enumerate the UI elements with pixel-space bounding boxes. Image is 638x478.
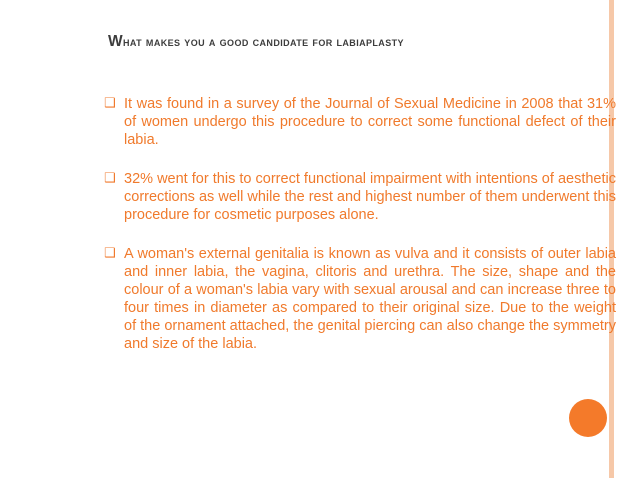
bullet-text: It was found in a survey of the Journal of Sexual Medicine in 2008 that 31% of women undergo this procedure to correct some functional defect of their labia. (124, 96, 616, 148)
bullet-square-icon: ❑ (104, 246, 116, 261)
bullet-item (104, 170, 616, 224)
decorative-circle (569, 399, 607, 437)
bullet-text: A woman's external genitalia is known as vulva and it consists of outer labia and inner labia, the vagina, clitoris and urethra. The size, shape and the colour of a woman's labia vary with sexual arousal and can increase three to four times in diameter as compared to their original size. Due to the weight of the ornament attached, the genital piercing can also change the symmetry and size of the labia. (124, 246, 616, 352)
bullet-square-icon: ❑ (104, 171, 116, 186)
bullet-list (104, 95, 616, 374)
bullet-item (104, 245, 616, 353)
bullet-item (104, 95, 616, 149)
bullet-square-icon: ❑ (104, 96, 116, 111)
bullet-text: 32% went for this to correct functional impairment with intentions of aesthetic corrections as well while the rest and highest number of them underwent this procedure for cosmetic purposes alone. (124, 171, 616, 223)
slide-title: What makes you a good candidate for labiaplasty (108, 33, 404, 50)
